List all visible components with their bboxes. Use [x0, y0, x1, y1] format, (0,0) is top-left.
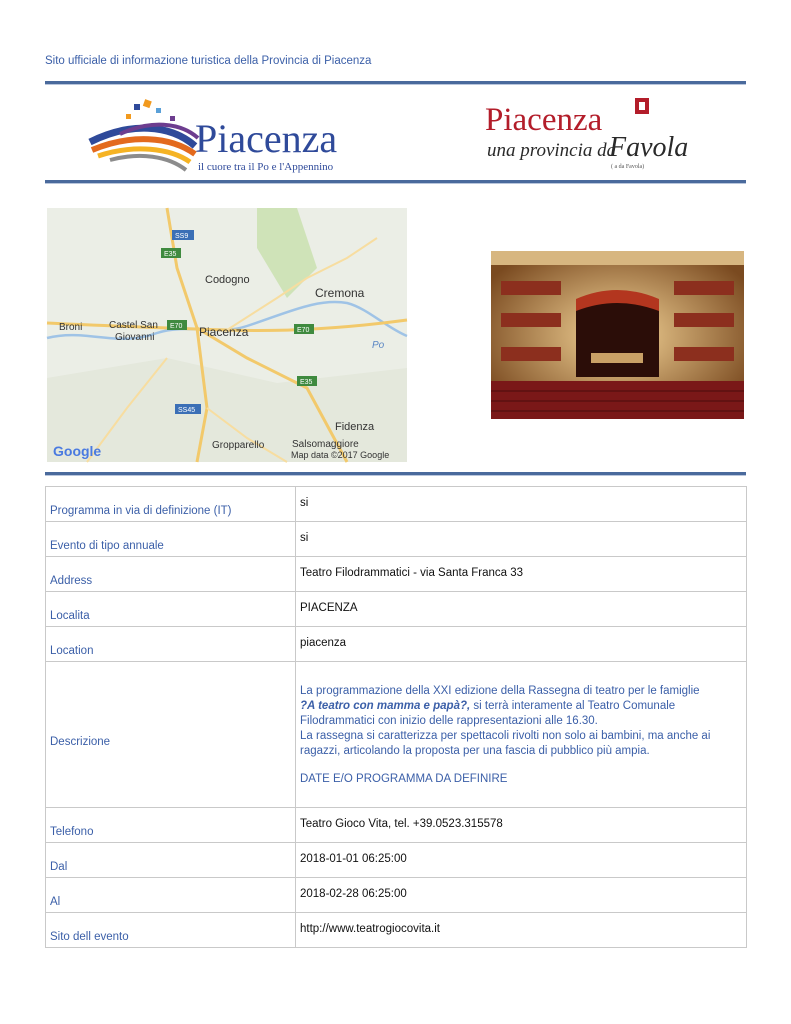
piacenza-favola-logo [483, 96, 689, 172]
row-label: Descrizione [46, 662, 296, 808]
table-row [46, 878, 747, 913]
row-value: Teatro Filodrammatici - via Santa Franca 33 [296, 557, 747, 592]
map-label-castel: Castel San [109, 320, 158, 331]
row-label: Sito dell evento [46, 913, 296, 948]
logo-divider [45, 180, 746, 184]
map-label-ss45: SS45 [178, 407, 196, 414]
map-label-piacenza: Piacenza [199, 325, 249, 339]
piacenza-logo [90, 94, 410, 178]
table-row [46, 522, 747, 557]
map-label-broni: Broni [59, 322, 83, 333]
description-line: La rassegna si caratterizza per spettacoli rivolti non solo ai bambini, ma anche ai [300, 730, 711, 742]
map-label-po: Po [372, 340, 385, 351]
map-label-e70-west: E70 [170, 323, 183, 330]
row-label: Dal [46, 843, 296, 878]
row-label: Localita [46, 592, 296, 627]
content-divider [45, 472, 746, 476]
site-title-link[interactable]: Sito ufficiale di informazione turistica della Provincia di Piacenza [45, 55, 372, 67]
table-row [46, 843, 747, 878]
row-value: si [296, 487, 747, 522]
table-row [46, 662, 747, 808]
row-label: Al [46, 878, 296, 913]
logo-right-title: Piacenza [485, 102, 603, 138]
description-line: ragazzi, articolando la proposta per una fascia di pubblico più ampia. [300, 745, 650, 757]
description-line [300, 699, 742, 714]
table-row [46, 627, 747, 662]
table-row [46, 557, 747, 592]
map-label-cremona: Cremona [315, 286, 365, 300]
row-label: Evento di tipo annuale [46, 522, 296, 557]
location-map[interactable] [47, 208, 407, 462]
table-row [46, 487, 747, 522]
row-value: Teatro Gioco Vita, tel. +39.0523.315578 [296, 808, 747, 843]
description-text: si terrà interamente al Teatro Comunale [470, 700, 676, 712]
map-label-salsomaggiore: Salsomaggiore [292, 439, 359, 450]
map-label-e35-south: E35 [300, 379, 313, 386]
description-note: DATE E/O PROGRAMMA DA DEFINIRE [300, 773, 508, 785]
row-label: Programma in via di definizione (IT) [46, 487, 296, 522]
row-label: Location [46, 627, 296, 662]
logo-left-title: Piacenza [195, 116, 338, 161]
table-row [46, 808, 747, 843]
logo-left-subtitle: il cuore tra il Po e l'Appennino [198, 161, 334, 173]
table-row [46, 592, 747, 627]
map-label-e70-east: E70 [297, 327, 310, 334]
map-label-ss9: SS9 [175, 233, 189, 240]
top-divider [45, 81, 746, 85]
theater-photo [491, 251, 744, 419]
logo-banner [45, 86, 746, 180]
table-row [46, 913, 747, 948]
logo-right-subtitle: una provincia da [487, 140, 617, 161]
event-details-table [45, 486, 747, 948]
map-label-codogno: Codogno [205, 274, 250, 286]
description-bold: ?A teatro con mamma e papà?, [300, 700, 471, 712]
map-label-gropparello: Gropparello [212, 440, 265, 451]
google-logo: Google [53, 443, 102, 459]
map-label-fidenza: Fidenza [335, 421, 375, 433]
row-value: piacenza [296, 627, 747, 662]
row-value: 2018-01-01 06:25:00 [296, 843, 747, 878]
logo-right-small: ( a da Favola) [611, 164, 645, 170]
event-website-link[interactable]: http://www.teatrogiocovita.it [296, 913, 747, 948]
logo-right-word: Favola [609, 132, 689, 163]
map-canvas [47, 208, 407, 462]
map-label-e35-north: E35 [164, 251, 177, 258]
map-label-giovanni: Giovanni [115, 332, 155, 343]
map-attribution: Map data ©2017 Google [291, 450, 390, 460]
row-label: Telefono [46, 808, 296, 843]
description-cell [296, 662, 747, 808]
description-line: La programmazione della XXI edizione della Rassegna di teatro per le famiglie [300, 685, 700, 697]
row-value: PIACENZA [296, 592, 747, 627]
row-label: Address [46, 557, 296, 592]
row-value: si [296, 522, 747, 557]
description-line: Filodrammatici con inizio delle rappresentazioni alle 16.30. [300, 715, 598, 727]
row-value: 2018-02-28 06:25:00 [296, 878, 747, 913]
